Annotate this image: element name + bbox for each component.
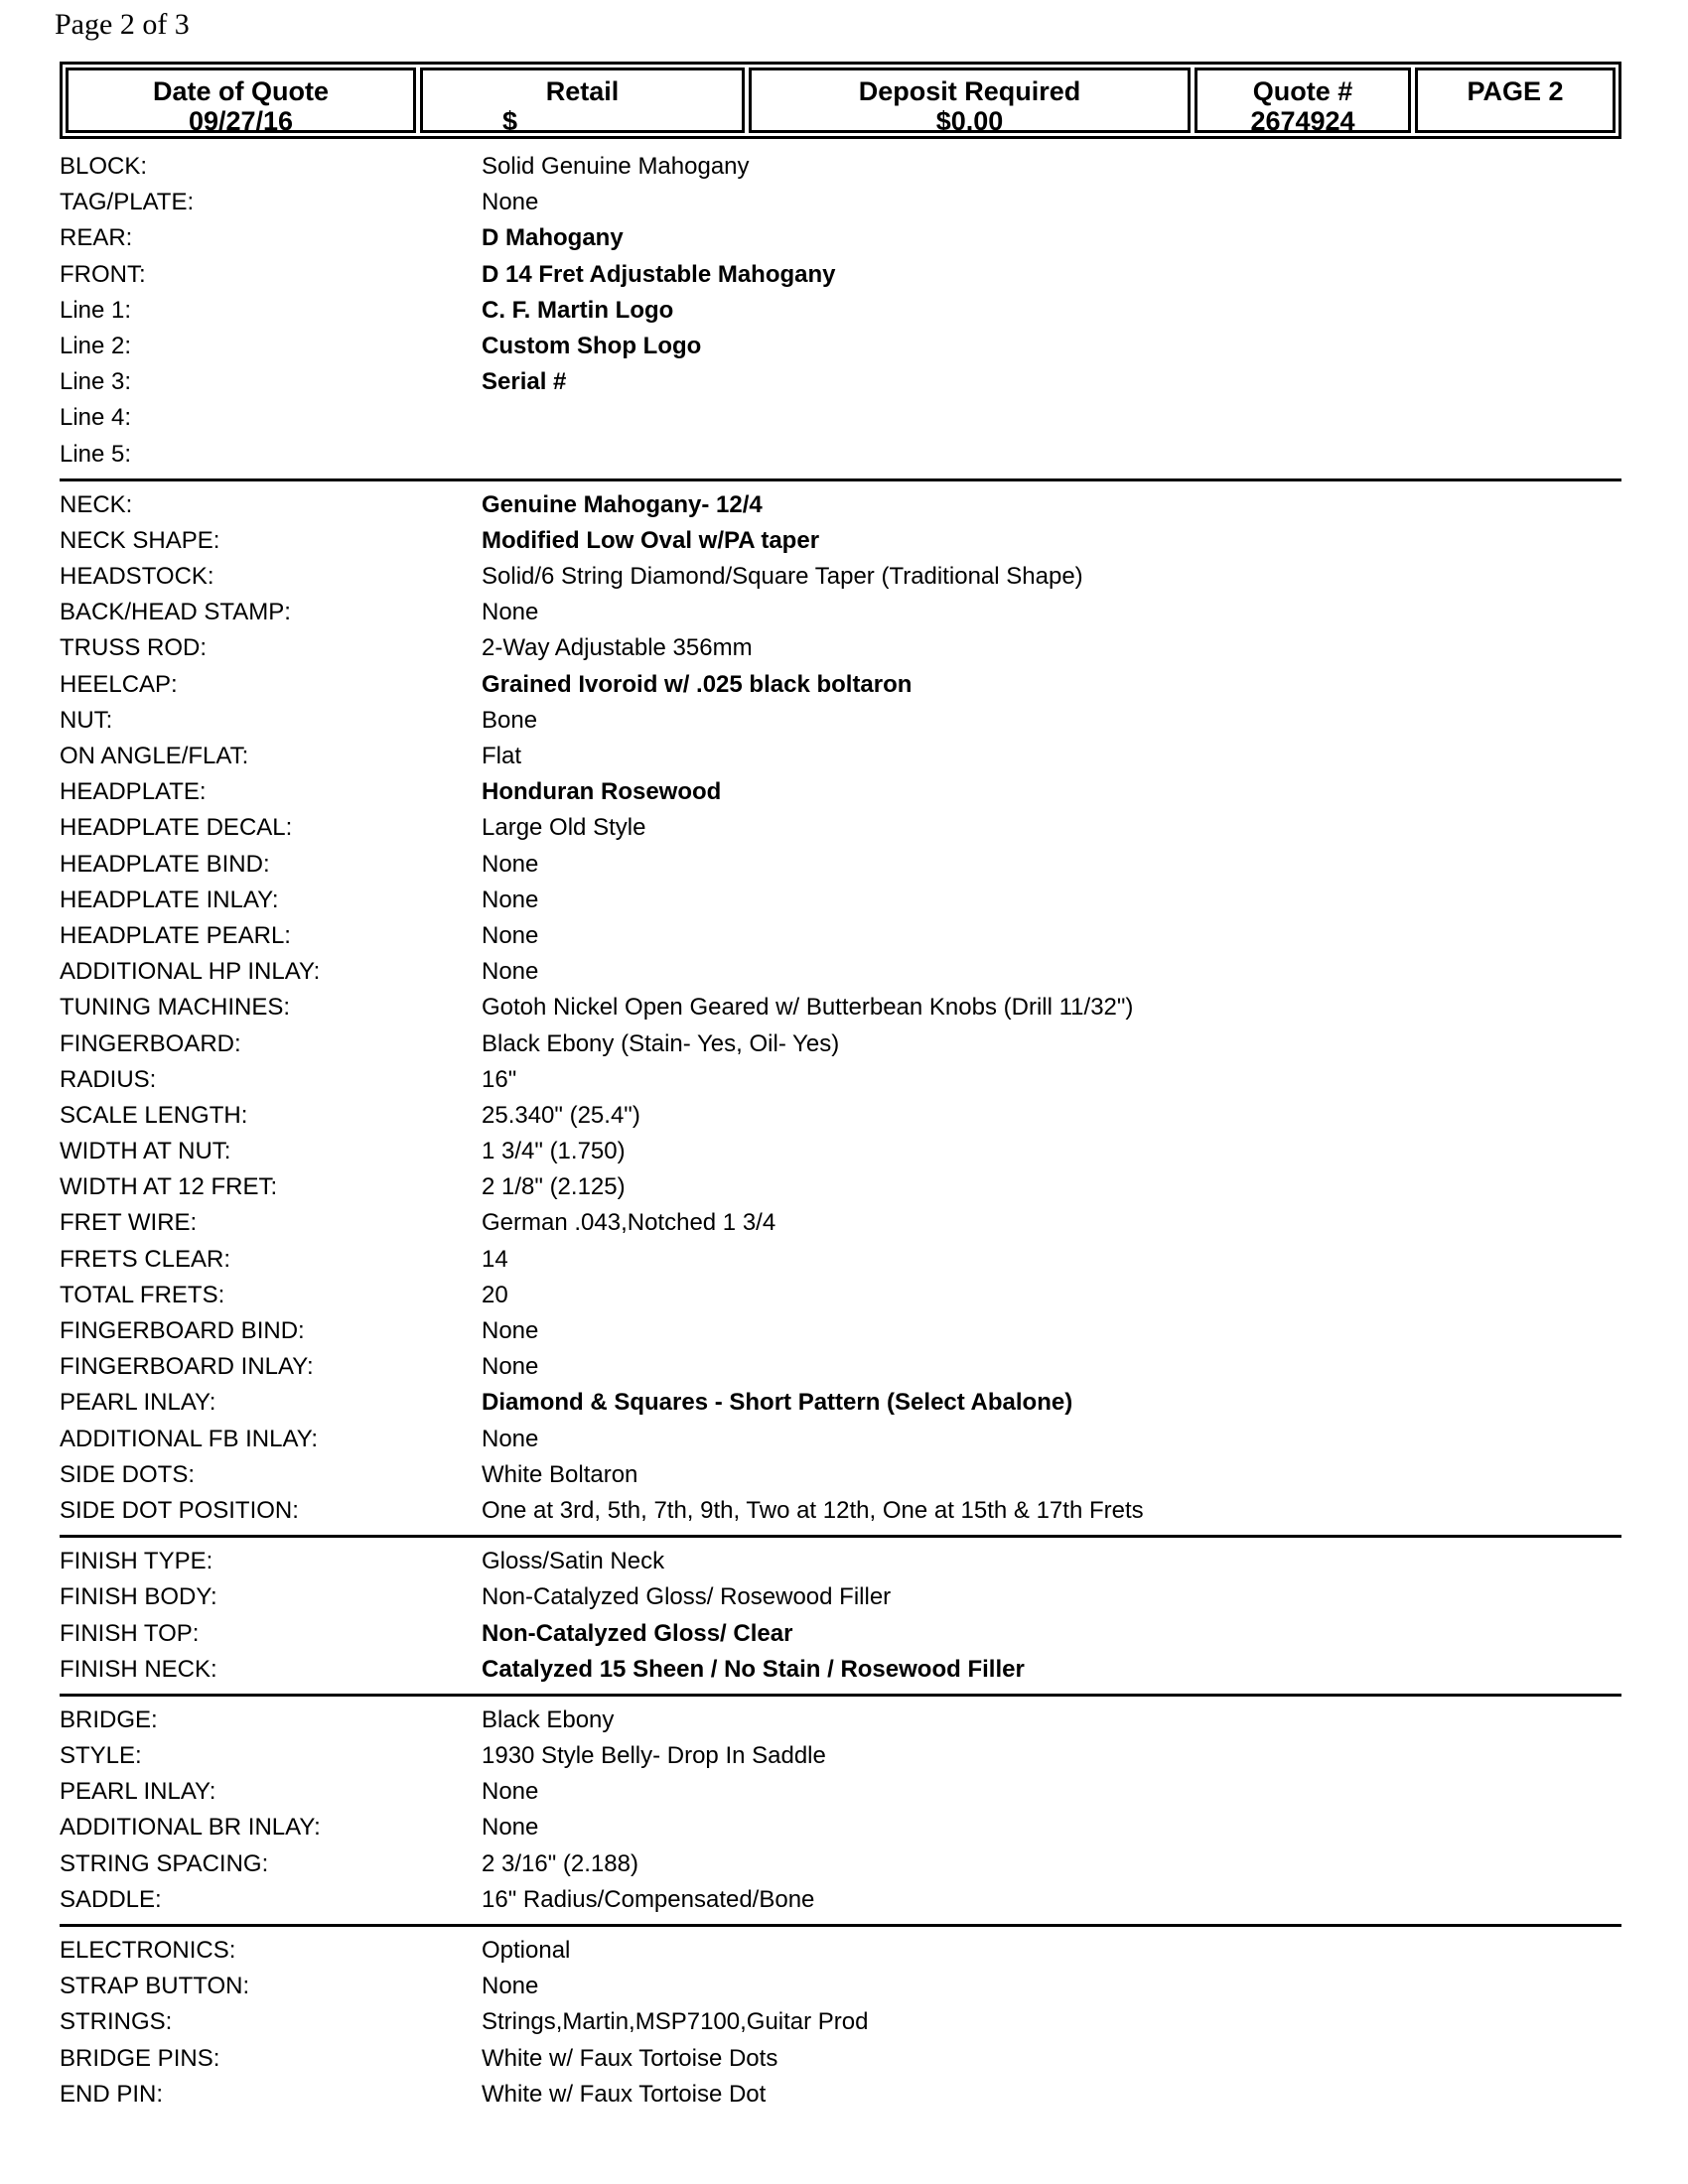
spec-label: HEADPLATE:: [60, 778, 207, 806]
date-of-quote-value: 09/27/16: [188, 106, 294, 136]
spec-row: [60, 1169, 1621, 1205]
spec-value: None: [482, 921, 539, 949]
spec-value: 1 3/4" (1.750): [482, 1138, 626, 1165]
spec-value: None: [482, 599, 539, 626]
spec-value: One at 3rd, 5th, 7th, 9th, Two at 12th, One at 15th & 17th Frets: [482, 1496, 1144, 1524]
spec-value: White w/ Faux Tortoise Dots: [482, 2044, 778, 2072]
spec-row: [60, 1544, 1621, 1579]
spec-value: Optional: [482, 1937, 571, 1964]
spec-label: FINISH NECK:: [60, 1655, 217, 1683]
deposit-required-cell: [749, 68, 1191, 136]
spec-row: [60, 1774, 1621, 1810]
spec-value: Solid/6 String Diamond/Square Taper (Traditional Shape): [482, 563, 1083, 591]
spec-row: [60, 2004, 1621, 2040]
spec-row: [60, 2041, 1621, 2077]
spec-value: None: [482, 1353, 539, 1381]
spec-row: [60, 2077, 1621, 2113]
spec-value: None: [482, 1814, 539, 1842]
spec-value: 2-Way Adjustable 356mm: [482, 634, 753, 662]
spec-label: STYLE:: [60, 1742, 142, 1770]
spec-section: [60, 1544, 1621, 1697]
spec-row: [60, 1242, 1621, 1278]
spec-value: D 14 Fret Adjustable Mahogany: [482, 260, 836, 288]
spec-value: None: [482, 1317, 539, 1344]
spec-value: None: [482, 1778, 539, 1806]
spec-label: TUNING MACHINES:: [60, 994, 291, 1022]
spec-value: None: [482, 189, 539, 216]
spec-row: [60, 1422, 1621, 1457]
spec-row: [60, 1062, 1621, 1098]
spec-label: FINISH TYPE:: [60, 1548, 213, 1575]
spec-value: Grained Ivoroid w/ .025 black boltaron: [482, 670, 913, 698]
spec-label: ADDITIONAL BR INLAY:: [60, 1814, 321, 1842]
spec-label: FRET WIRE:: [60, 1209, 198, 1237]
quote-number-value: 2674924: [1250, 106, 1355, 136]
spec-row: [60, 149, 1621, 185]
spec-label: Line 3:: [60, 368, 132, 396]
page-number-cell: [1415, 68, 1616, 133]
spec-label: TRUSS ROD:: [60, 634, 208, 662]
spec-row: [60, 1882, 1621, 1918]
spec-value: Strings,Martin,MSP7100,Guitar Prod: [482, 2008, 869, 2036]
spec-row: [60, 810, 1621, 846]
spec-value: 16": [482, 1065, 517, 1093]
spec-value: 2 1/8" (2.125): [482, 1173, 626, 1201]
retail-cell: [420, 68, 745, 136]
date-of-quote-label: Date of Quote: [152, 76, 329, 106]
spec-section: [60, 149, 1621, 481]
spec-label: RADIUS:: [60, 1065, 157, 1093]
spec-row: [60, 185, 1621, 220]
spec-value: 20: [482, 1281, 508, 1308]
spec-row: [60, 1616, 1621, 1652]
spec-label: FINISH TOP:: [60, 1619, 200, 1647]
spec-label: Line 2:: [60, 332, 132, 359]
spec-label: SIDE DOT POSITION:: [60, 1496, 299, 1524]
spec-label: STRAP BUTTON:: [60, 1973, 250, 2000]
spec-row: [60, 1313, 1621, 1349]
spec-value: None: [482, 850, 539, 878]
spec-row: [60, 883, 1621, 918]
spec-label: WIDTH AT 12 FRET:: [60, 1173, 278, 1201]
spec-label: STRINGS:: [60, 2008, 173, 2036]
spec-row: [60, 954, 1621, 990]
spec-value: Catalyzed 15 Sheen / No Stain / Rosewood Filler: [482, 1655, 1025, 1683]
spec-label: NUT:: [60, 706, 113, 734]
spec-label: PEARL INLAY:: [60, 1778, 216, 1806]
spec-label: HEADSTOCK:: [60, 563, 214, 591]
spec-row: [60, 774, 1621, 810]
spec-value: Black Ebony (Stain- Yes, Oil- Yes): [482, 1029, 840, 1057]
spec-value: D Mahogany: [482, 224, 624, 252]
spec-label: ADDITIONAL FB INLAY:: [60, 1425, 319, 1452]
spec-label: STRING SPACING:: [60, 1849, 269, 1877]
spec-label: FRETS CLEAR:: [60, 1245, 231, 1273]
spec-value: Genuine Mahogany- 12/4: [482, 490, 763, 518]
spec-row: [60, 1205, 1621, 1241]
spec-value: Honduran Rosewood: [482, 778, 722, 806]
spec-row: [60, 595, 1621, 630]
quote-number-cell: [1195, 68, 1411, 136]
spec-label: ELECTRONICS:: [60, 1937, 236, 1964]
spec-label: FINGERBOARD:: [60, 1029, 241, 1057]
spec-label: BRIDGE:: [60, 1706, 158, 1733]
spec-value: 16" Radius/Compensated/Bone: [482, 1885, 815, 1913]
spec-label: ADDITIONAL HP INLAY:: [60, 958, 321, 986]
spec-value: Modified Low Oval w/PA taper: [482, 526, 820, 554]
spec-value: White Boltaron: [482, 1460, 638, 1488]
spec-value: Flat: [482, 743, 522, 769]
spec-label: HEADPLATE DECAL:: [60, 814, 293, 842]
retail-label: Retail: [545, 76, 620, 106]
spec-value: White w/ Faux Tortoise Dot: [482, 2080, 767, 2108]
spec-value: None: [482, 958, 539, 986]
spec-value: Bone: [482, 706, 538, 734]
spec-row: [60, 487, 1621, 523]
spec-value: None: [482, 1973, 539, 2000]
retail-value: $: [502, 106, 518, 136]
spec-row: [60, 329, 1621, 364]
spec-row: [60, 1846, 1621, 1882]
spec-row: [60, 437, 1621, 473]
spec-value: Serial #: [482, 368, 567, 396]
date-of-quote-cell: [66, 68, 416, 136]
spec-value: German .043,Notched 1 3/4: [482, 1209, 776, 1237]
spec-row: [60, 523, 1621, 559]
spec-label: FINGERBOARD BIND:: [60, 1317, 305, 1344]
spec-label: BLOCK:: [60, 153, 148, 180]
quote-number-label: Quote #: [1252, 76, 1353, 106]
spec-label: NECK SHAPE:: [60, 526, 220, 554]
spec-label: END PIN:: [60, 2080, 164, 2108]
spec-row: [60, 1810, 1621, 1845]
spec-label: FRONT:: [60, 260, 146, 288]
spec-row: [60, 1738, 1621, 1774]
deposit-required-value: $0.00: [935, 106, 1004, 136]
spec-value: Non-Catalyzed Gloss/ Rosewood Filler: [482, 1583, 892, 1611]
spec-label: SIDE DOTS:: [60, 1460, 196, 1488]
spec-value: C. F. Martin Logo: [482, 296, 674, 324]
page-number-label: PAGE 2: [1467, 76, 1564, 106]
spec-label: ON ANGLE/FLAT:: [60, 743, 249, 769]
spec-section: [60, 1933, 1621, 2118]
spec-row: [60, 1933, 1621, 1969]
spec-label: HEADPLATE INLAY:: [60, 886, 279, 913]
spec-label: WIDTH AT NUT:: [60, 1138, 231, 1165]
spec-label: HEADPLATE PEARL:: [60, 921, 291, 949]
spec-label: NECK:: [60, 490, 133, 518]
spec-value: 2 3/16" (2.188): [482, 1849, 638, 1877]
spec-row: [60, 400, 1621, 436]
spec-label: Line 4:: [60, 404, 132, 432]
spec-row: [60, 739, 1621, 774]
spec-value: Black Ebony: [482, 1706, 615, 1733]
spec-label: HEADPLATE BIND:: [60, 850, 270, 878]
spec-value: Solid Genuine Mahogany: [482, 153, 750, 180]
spec-label: Line 5:: [60, 440, 132, 468]
spec-row: [60, 1703, 1621, 1738]
spec-value: 1930 Style Belly- Drop In Saddle: [482, 1742, 826, 1770]
spec-row: [60, 220, 1621, 256]
spec-label: FINGERBOARD INLAY:: [60, 1353, 314, 1381]
spec-value: Large Old Style: [482, 814, 646, 842]
spec-row: [60, 1969, 1621, 2004]
spec-label: Line 1:: [60, 296, 132, 324]
spec-list: [60, 149, 1621, 2124]
spec-row: [60, 293, 1621, 329]
spec-label: HEELCAP:: [60, 670, 178, 698]
spec-row: [60, 1457, 1621, 1493]
spec-row: [60, 364, 1621, 400]
spec-value: Gotoh Nickel Open Geared w/ Butterbean Knobs (Drill 11/32"): [482, 994, 1134, 1022]
deposit-required-label: Deposit Required: [858, 76, 1081, 106]
spec-row: [60, 1349, 1621, 1385]
spec-value: Gloss/Satin Neck: [482, 1548, 665, 1575]
spec-label: SCALE LENGTH:: [60, 1101, 248, 1129]
spec-value: None: [482, 886, 539, 913]
spec-row: [60, 1278, 1621, 1313]
quote-header-table: [60, 62, 1621, 139]
spec-row: [60, 1134, 1621, 1169]
spec-row: [60, 847, 1621, 883]
spec-row: [60, 990, 1621, 1025]
spec-row: [60, 1098, 1621, 1134]
spec-section: [60, 487, 1621, 1538]
spec-row: [60, 1652, 1621, 1688]
spec-value: 25.340" (25.4"): [482, 1101, 640, 1129]
spec-row: [60, 630, 1621, 666]
spec-value: 14: [482, 1245, 508, 1273]
spec-label: TAG/PLATE:: [60, 189, 195, 216]
spec-value: None: [482, 1425, 539, 1452]
spec-value: Non-Catalyzed Gloss/ Clear: [482, 1619, 793, 1647]
spec-label: BRIDGE PINS:: [60, 2044, 220, 2072]
spec-label: BACK/HEAD STAMP:: [60, 599, 291, 626]
page-label: Page 2 of 3: [55, 8, 190, 41]
spec-row: [60, 1493, 1621, 1529]
spec-label: FINISH BODY:: [60, 1583, 217, 1611]
spec-label: SADDLE:: [60, 1885, 162, 1913]
spec-row: [60, 1385, 1621, 1421]
spec-label: REAR:: [60, 224, 133, 252]
spec-row: [60, 559, 1621, 595]
spec-row: [60, 1579, 1621, 1615]
spec-value: Diamond & Squares - Short Pattern (Select Abalone): [482, 1389, 1073, 1417]
spec-row: [60, 918, 1621, 954]
spec-label: PEARL INLAY:: [60, 1389, 216, 1417]
spec-value: Custom Shop Logo: [482, 332, 702, 359]
spec-row: [60, 667, 1621, 703]
spec-section: [60, 1703, 1621, 1927]
spec-row: [60, 257, 1621, 293]
spec-label: TOTAL FRETS:: [60, 1281, 225, 1308]
spec-row: [60, 703, 1621, 739]
spec-row: [60, 1026, 1621, 1062]
